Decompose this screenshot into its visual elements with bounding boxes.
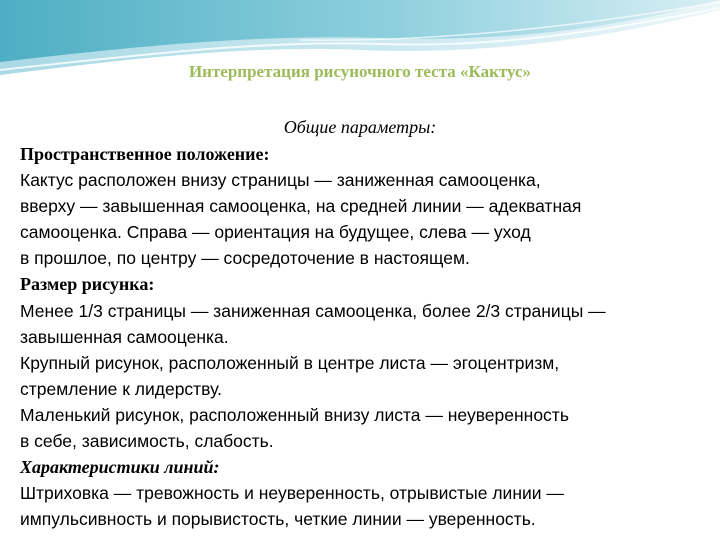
section-heading-drawing-size: Размер рисунка: — [20, 274, 155, 295]
section-heading-spatial-position: Пространственное положение: — [20, 144, 270, 164]
body-line: в прошлое, по центру — сосредоточение в настоящем. — [20, 248, 470, 269]
general-parameters-label: Общие параметры: — [283, 117, 437, 137]
body-line: Менее 1/3 страницы — заниженная самооценка, более 2/3 страницы — — [20, 300, 606, 321]
slide-content — [20, 141, 710, 532]
body-line: Маленький рисунок, расположенный внизу листа — неуверенность — [20, 404, 569, 425]
body-line: вверху — завышенная самооценка, на средней линии — адекватная — [20, 196, 582, 217]
body-line: в себе, зависимость, слабость. — [20, 431, 274, 452]
body-line: Крупный рисунок, расположенный в центре листа — эгоцентризм, — [20, 352, 560, 373]
slide-title: Интерпретация рисуночного теста «Кактус» — [188, 62, 532, 81]
section-heading-line-characteristics: Характеристики линий: — [20, 457, 220, 478]
body-line: самооценка. Справа — ориентация на будущее, слева — уход — [20, 222, 531, 243]
body-line: импульсивность и порывистость, четкие линии — уверенность. — [20, 509, 536, 530]
body-line: Штриховка — тревожность и неуверенность, отрывистые линии — — [20, 483, 564, 504]
body-line: Кактус расположен внизу страницы — заниженная самооценка, — [20, 170, 541, 191]
body-line: стремление к лидерству. — [20, 378, 222, 399]
body-line: завышенная самооценка. — [20, 326, 229, 347]
